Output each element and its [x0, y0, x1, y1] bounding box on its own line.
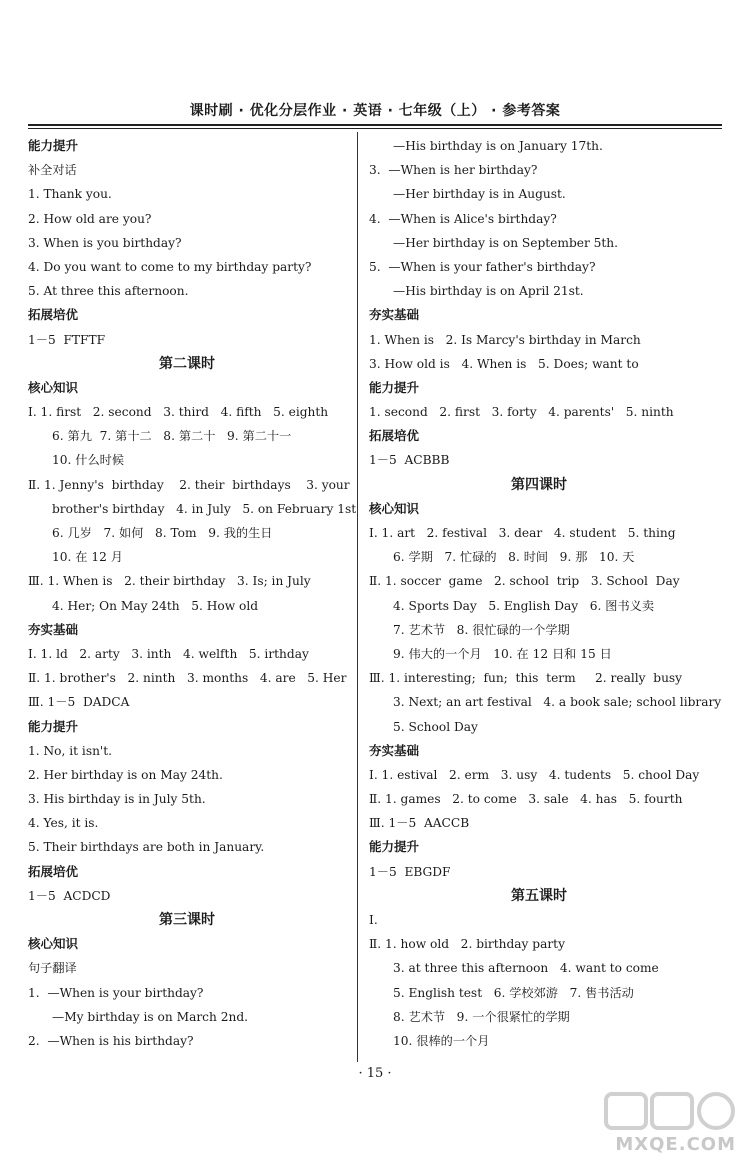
answer-line: Ⅰ. 1. art 2. festival 3. dear 4. student 5. thing [369, 526, 676, 540]
answer-line: Ⅰ. [369, 913, 378, 927]
answer-line: Ⅰ. 1. estival 2. erm 3. usy 4. tudents 5. chool Day [369, 767, 700, 782]
answer-line: 1. Thank you. [28, 187, 112, 202]
answer-line: 8. 艺术节 9. 一个很紧忙的学期 [393, 1009, 570, 1024]
answer-line: 2. Her birthday is on May 24th. [28, 767, 223, 782]
left-column [28, 134, 357, 1053]
lesson-title: 第五课时 [511, 887, 567, 904]
lesson-title: 第二课时 [159, 355, 215, 372]
answer-line: 4. Sports Day 5. English Day 6. 图书义卖 [393, 598, 655, 613]
answer-line: brother's birthday 4. in July 5. on February 1st [52, 501, 357, 516]
answer-line: Ⅱ. 1. Jenny's birthday 2. their birthdays 3. your [28, 477, 350, 492]
answer-line: 2. How old are you? [28, 211, 152, 226]
answer-line: 6. 第九 7. 第十二 8. 第二十 9. 第二十一 [52, 429, 292, 444]
answer-line: —His birthday is on January 17th. [393, 139, 603, 153]
section-heading: 夯实基础 [369, 742, 420, 758]
answer-line: 10. 什么时候 [52, 453, 125, 468]
section-heading: 拓展培优 [28, 863, 79, 879]
answer-line: 5. At three this afternoon. [28, 284, 189, 299]
answer-line: 5. School Day [393, 719, 478, 734]
answer-line: 10. 在 12 月 [52, 550, 123, 565]
answer-line: 1. —When is your birthday? [28, 985, 204, 1000]
answer-line: 4. Yes, it is. [28, 816, 99, 831]
section-heading: 拓展培优 [28, 307, 79, 323]
answer-line: Ⅲ. 1. interesting; fun; this term 2. really busy [369, 671, 683, 686]
lesson-title: 第三课时 [159, 912, 215, 928]
header-rule-thin [28, 128, 722, 129]
answer-line: 3. His birthday is in July 5th. [28, 792, 206, 807]
answer-line: 4. Do you want to come to my birthday party? [28, 259, 312, 274]
answer-line: —My birthday is on March 2nd. [52, 1009, 249, 1024]
answer-line: 5. Their birthdays are both in January. [28, 840, 265, 855]
page-header: 课时刷 · 优化分层作业 · 英语 · 七年级（上） · 参考答案 [189, 103, 561, 119]
answer-line: Ⅱ. 1. brother's 2. ninth 3. months 4. are 5. Her [28, 671, 347, 686]
answer-line: 10. 很棒的一个月 [393, 1033, 490, 1048]
answer-line: 3. —When is her birthday? [369, 163, 538, 178]
answer-line: —His birthday is on April 21st. [393, 284, 584, 299]
section-heading: 核心知识 [28, 936, 79, 952]
answer-line: Ⅱ. 1. games 2. to come 3. sale 4. has 5. fourth [369, 792, 683, 807]
section-heading: 能力提升 [369, 839, 420, 855]
answer-line: Ⅰ. 1. first 2. second 3. third 4. fifth 5. eighth [28, 405, 329, 420]
section-heading: 核心知识 [28, 379, 79, 395]
answer-line: 5. English test 6. 学校郊游 7. 售书活动 [393, 985, 634, 1000]
answer-line: 7. 艺术节 8. 很忙碌的一个学期 [393, 622, 570, 637]
answer-line: 9. 伟大的一个月 10. 在 12 日和 15 日 [393, 646, 612, 661]
answer-line: Ⅲ. 1－5 AACCB [369, 816, 470, 831]
answer-line: 4. Her; On May 24th 5. How old [52, 598, 259, 613]
page-number: · 15 · [358, 1066, 392, 1081]
watermark-text: MXQE.COM [615, 1134, 736, 1155]
answer-line: Ⅲ. 1－5 DADCA [28, 695, 130, 710]
answer-line: 4. —When is Alice's birthday? [369, 211, 557, 226]
answer-line: 1－5 FTFTF [28, 332, 106, 347]
answer-line: 1. When is 2. Is Marcy's birthday in March [369, 332, 641, 347]
right-column [369, 134, 722, 1053]
answer-line: 补全对话 [28, 163, 77, 178]
section-heading: 夯实基础 [28, 621, 79, 637]
section-heading: 拓展培优 [369, 428, 420, 444]
answer-line: 3. Next; an art festival 4. a book sale; school library [393, 695, 722, 710]
answer-line: 句子翻译 [28, 961, 77, 976]
section-heading: 核心知识 [369, 500, 420, 516]
answer-line: 1－5 ACBBB [369, 453, 450, 468]
answer-line: Ⅱ. 1. how old 2. birthday party [369, 937, 565, 952]
column-divider [357, 132, 358, 1062]
answer-line: —Her birthday is on September 5th. [393, 235, 619, 250]
answer-line: Ⅱ. 1. soccer game 2. school trip 3. School Day [369, 574, 680, 589]
answer-line: 1－5 EBGDF [369, 864, 451, 879]
header-rule-thick [28, 124, 722, 126]
answer-line: 3. When is you birthday? [28, 235, 182, 250]
section-heading: 能力提升 [28, 718, 79, 734]
answer-line: 6. 学期 7. 忙碌的 8. 时间 9. 那 10. 天 [393, 550, 635, 565]
answer-line: 3. at three this afternoon 4. want to come [393, 961, 659, 976]
answer-line: 3. How old is 4. When is 5. Does; want to [369, 356, 639, 371]
section-heading: 夯实基础 [369, 307, 420, 323]
answer-line: Ⅲ. 1. When is 2. their birthday 3. Is; in July [28, 574, 311, 589]
section-heading: 能力提升 [28, 138, 79, 153]
answer-line: —Her birthday is in August. [393, 187, 566, 202]
lesson-title: 第四课时 [511, 476, 567, 493]
answer-line: 6. 几岁 7. 如何 8. Tom 9. 我的生日 [52, 526, 273, 540]
answer-line: 5. —When is your father's birthday? [369, 259, 596, 274]
answer-line: 1. No, it isn't. [28, 743, 113, 758]
answer-line: Ⅰ. 1. ld 2. arty 3. inth 4. welfth 5. irthday [28, 646, 309, 661]
answer-line: 2. —When is his birthday? [28, 1033, 194, 1048]
answer-line: 1. second 2. first 3. forty 4. parents' 5. ninth [369, 405, 674, 420]
section-heading: 能力提升 [369, 379, 420, 395]
answer-line: 1－5 ACDCD [28, 888, 111, 903]
